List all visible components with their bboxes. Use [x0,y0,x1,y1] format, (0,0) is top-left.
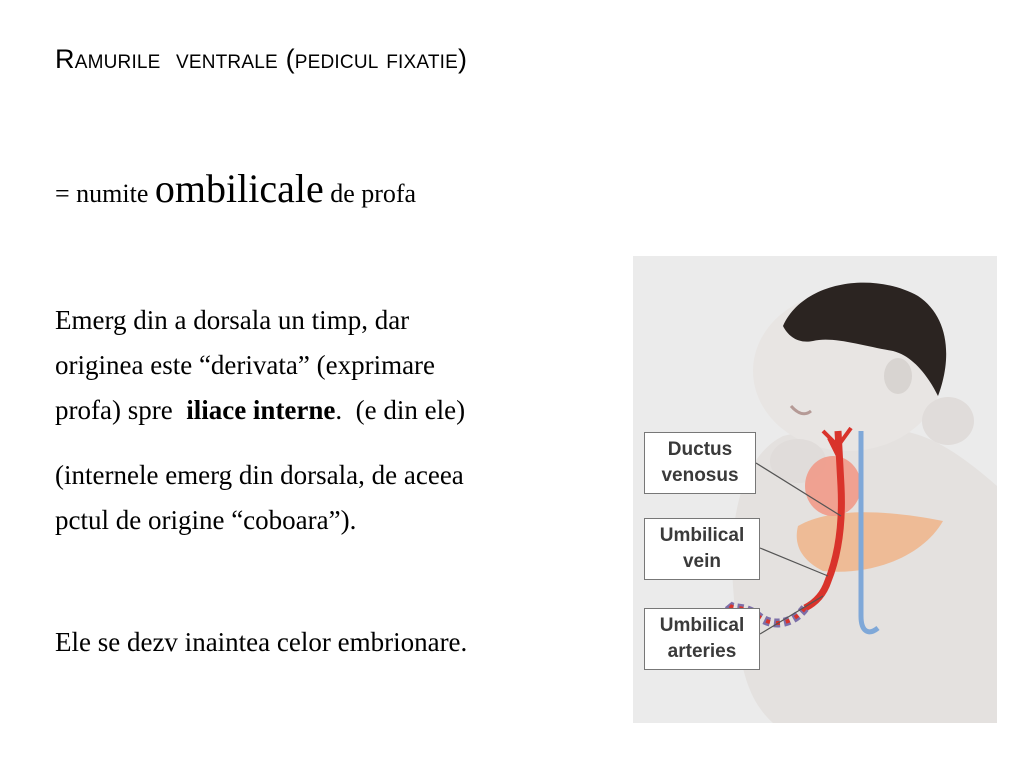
paragraph-origin-line-c-suffix: . (e din ele) [335,395,466,425]
label-vein-line2: vein [682,551,722,572]
paragraph-origin [55,298,625,433]
label-ductus-line2: venosus [661,465,739,486]
paragraph-origin-line-c-prefix: profa) spre [55,395,187,425]
slide-title: Ramurile ventrale (pedicul fixatie) [55,44,468,74]
definition-prefix: = numite [55,179,155,208]
label-umbilical-arteries [644,608,760,670]
paragraph-origin-line-c [55,388,625,433]
paragraph-origin-line-b: originea este “derivata” (exprimare [55,350,436,380]
infant-body-shape [732,428,997,723]
label-vein-line1: Umbilical [659,525,745,546]
infant-ear-shape [884,358,912,394]
paragraph-internal [55,453,625,543]
heart-shape [805,456,861,516]
infant-right-hand-shape [922,397,974,445]
paragraph-internal-line-b: pctul de origine “coboara”). [55,505,357,535]
label-umbilical-vein [644,518,760,580]
definition-emphasis: ombilicale [154,166,324,211]
definition-line [55,165,416,212]
label-ductus-line1: Ductus [667,439,733,460]
definition-suffix: de profa [323,179,417,208]
paragraph-development: Ele se dezv inaintea celor embrionare. [55,627,468,657]
label-ductus-venosus [644,432,756,494]
label-arteries-line1: Umbilical [659,615,745,636]
paragraph-origin-bold-term: iliace interne [186,395,336,425]
label-arteries-line2: arteries [667,641,737,662]
paragraph-internal-line-a: (internele emerg din dorsala, de aceea [55,460,464,490]
paragraph-origin-line-a: Emerg din a dorsala un timp, dar [55,305,410,335]
